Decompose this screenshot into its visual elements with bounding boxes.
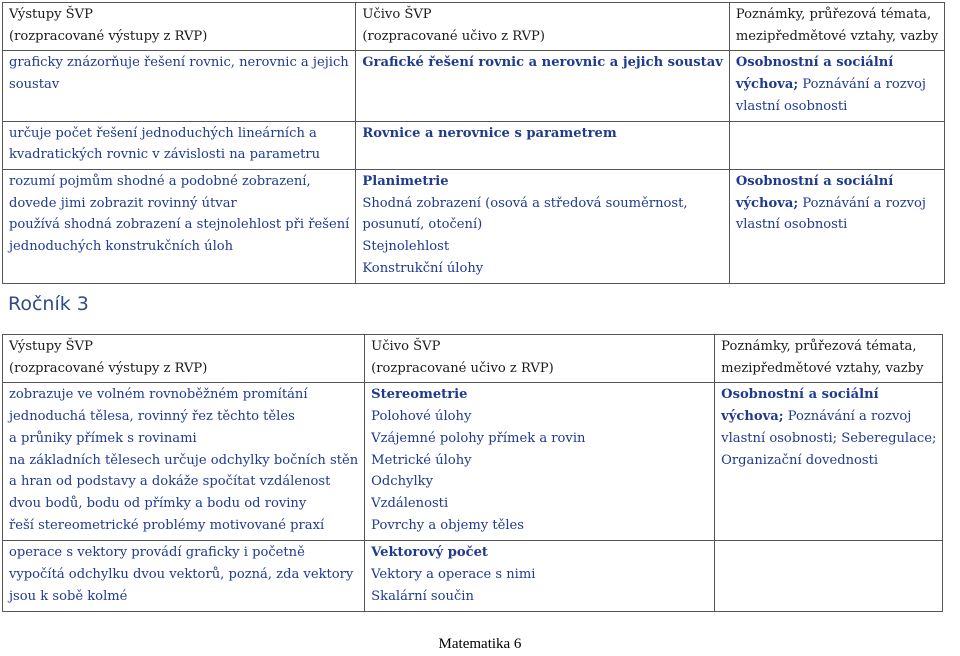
header-notes: Poznámky, průřezová témata, mezipředmětové vztahy, vazby (715, 335, 943, 383)
outcomes-cell: zobrazuje ve volném rovnoběžném promítání jednoduchá tělesa, rovinný řez těchto těles a průniky přímek s rovinami na základních tělesech určuje odchylky bočních stěn a hran od podstavy a dokáže spočítat vzdálenost dvou bodů, bodu od přímky a bodu od roviny řeší stereometrické problémy motivované praxí (3, 383, 365, 541)
header-curriculum: Učivo ŠVP (rozpracované učivo z RVP) (365, 335, 715, 383)
table-row (3, 541, 943, 611)
notes-cell: Osobnostní a sociální výchova; Poznávání a rozvoj vlastní osobnosti (729, 51, 944, 121)
section-heading: Ročník 3 (8, 293, 89, 315)
curriculum-cell: Stereometrie Polohové úlohy Vzájemné polohy přímek a rovin Metrické úlohy Odchylky Vzdálenosti Povrchy a objemy těles (365, 383, 715, 541)
notes-cell: Osobnostní a sociální výchova; Poznávání a rozvoj vlastní osobnosti; Seberegulace; Organizační dovednosti (715, 383, 943, 541)
notes-cell (715, 541, 943, 611)
curriculum-cell: Planimetrie Shodná zobrazení (osová a středová souměrnost, posunutí, otočení) Stejnolehlost Konstrukční úlohy (356, 169, 729, 283)
header-notes: Poznámky, průřezová témata, mezipředmětové vztahy, vazby (729, 3, 944, 51)
table-header-row (3, 335, 943, 383)
curriculum-cell: Rovnice a nerovnice s parametrem (356, 121, 729, 169)
table-row (3, 169, 945, 283)
header-outcomes: Výstupy ŠVP (rozpracované výstupy z RVP) (3, 3, 356, 51)
notes-cell: Osobnostní a sociální výchova; Poznávání a rozvoj vlastní osobnosti (729, 169, 944, 283)
page-footer: Matematika 6 (438, 636, 522, 652)
curriculum-cell: Grafické řešení rovnic a nerovnic a jejich soustav (356, 51, 729, 121)
outcomes-cell: rozumí pojmům shodné a podobné zobrazení, dovede jimi zobrazit rovinný útvar používá shodná zobrazení a stejnolehlost při řešení jednoduchých konstrukčních úloh (3, 169, 356, 283)
curriculum-cell: Vektorový počet Vektory a operace s nimi Skalární součin (365, 541, 715, 611)
outcomes-cell: určuje počet řešení jednoduchých lineárních a kvadratických rovnic v závislosti na parametru (3, 121, 356, 169)
header-curriculum: Učivo ŠVP (rozpracované učivo z RVP) (356, 3, 729, 51)
table-row (3, 121, 945, 169)
curriculum-table-2 (2, 334, 943, 612)
table-row (3, 383, 943, 541)
table-row (3, 51, 945, 121)
curriculum-table-1 (2, 2, 945, 284)
outcomes-cell: operace s vektory provádí graficky i početně vypočítá odchylku dvou vektorů, pozná, zda vektory jsou k sobě kolmé (3, 541, 365, 611)
notes-cell (729, 121, 944, 169)
header-outcomes: Výstupy ŠVP (rozpracované výstupy z RVP) (3, 335, 365, 383)
table-header-row (3, 3, 945, 51)
outcomes-cell: graficky znázorňuje řešení rovnic, nerovnic a jejich soustav (3, 51, 356, 121)
